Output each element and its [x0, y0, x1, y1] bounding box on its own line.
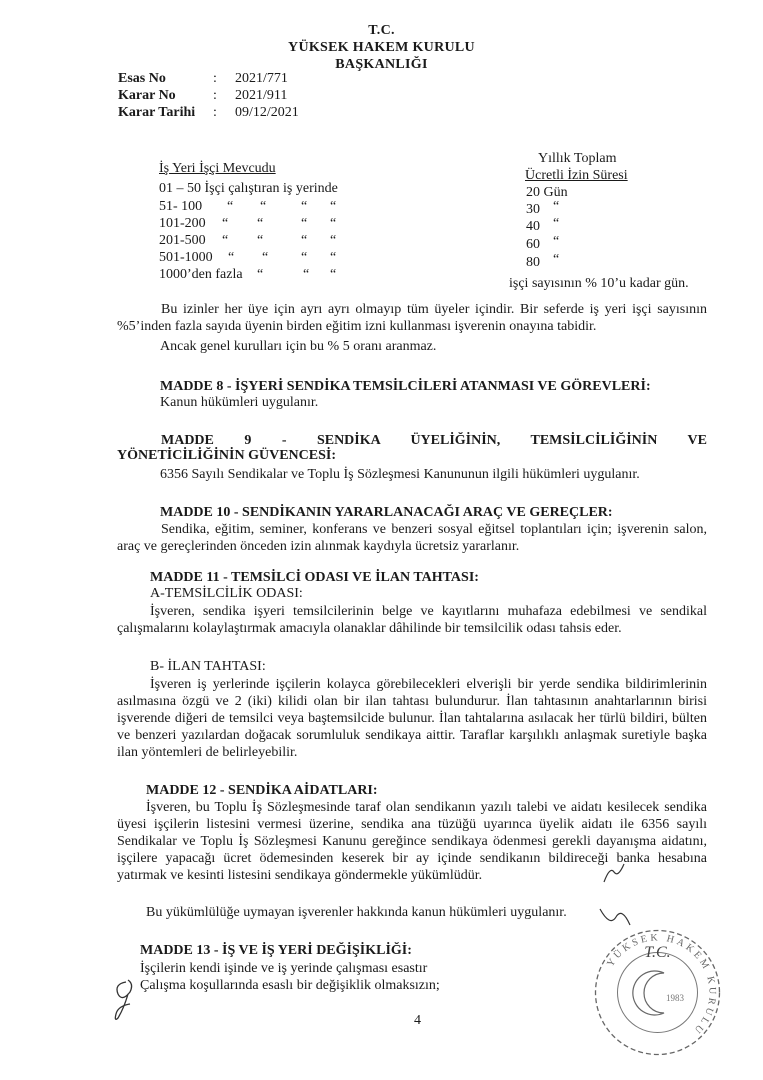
ditto-mark: “	[222, 216, 229, 231]
crescent-icon	[633, 971, 664, 1015]
madde-8-text: Kanun hükümleri uygulanır.	[160, 395, 319, 410]
ditto-mark: “	[228, 250, 235, 265]
madde-10-text: Sendika, eğitim, seminer, konferans ve benzeri sosyal eğitsel toplantıları için; işverenin salon, araç ve gereçlerinden önceden izin alınmak kaydıyla ücretsiz yararlanır.	[117, 522, 707, 554]
table-range: 501-1000	[159, 250, 213, 265]
colon: :	[213, 105, 217, 120]
table-range: 51- 100	[159, 199, 203, 214]
ditto-mark: “	[330, 250, 337, 265]
stamp-year: 1983	[666, 993, 684, 1003]
page-number: 4	[414, 1013, 421, 1028]
ditto-mark: “	[257, 216, 264, 231]
official-stamp	[590, 925, 725, 1060]
ditto-mark: “	[227, 199, 234, 214]
table-days: 40	[526, 219, 540, 234]
signature-initial	[108, 976, 140, 1024]
ditto-mark: “	[330, 267, 337, 282]
ditto-mark: “	[330, 216, 337, 231]
madde-12-text-2: Bu yükümlülüğe uymayan işverenler hakkında kanun hükümleri uygulanır.	[146, 905, 567, 920]
ditto-mark: “	[553, 216, 560, 231]
table-left-header: İş Yeri İşçi Mevcudu	[159, 161, 276, 176]
table-days: 30	[526, 202, 540, 217]
madde-13-line-2: Çalışma koşullarında esaslı bir değişiklik olmaksızın;	[140, 978, 440, 993]
header-presidency: BAŞKANLIĞI	[335, 57, 428, 72]
madde-11-text-b: İşveren iş yerlerinde işçilerin kolayca görebilecekleri elverişli bir yerde sendika bildirimlerinin asılmasına özgü ve 2 (iki) kilidi olan bir ilan tahtası bulundurur. İlan tahtasının anahtarlarının birisi işverende diğeri de temsilci veya baştemsilcide bulunur. İlan tahtalarına asılacak her türlü bildiri, bülten ve benzeri yazılardan doğacak sorumluluk sendikaya aittir. Taraflar karşılıklı anlaşmak suretiyle başka ilan yöntemleri de belirleyebilir.	[117, 677, 707, 760]
madde-9-text: 6356 Sayılı Sendikalar ve Toplu İş Sözleşmesi Kanununun ilgili hükümleri uygulanır.	[160, 467, 640, 482]
madde-12-text-1: İşveren, bu Toplu İş Sözleşmesinde taraf olan sendikanın yazılı talebi ve aidatı kesilecek sendika üyesi işçilerin listesini vermesi üzerine, sendika ana tüzüğü uyarınca üyelik aidatı ile 6356 sayılı Sendikalar ve Toplu İş Sözleşmesi Kanunu gereğince sendikaya ödenmesi gerekli dayanışma aidatını, işçilere yapacağı ücret ödemesinden keserek bir ay içinde sendikanın bildireceği banka hesabına yatırmak ve kesinti listesini sendikaya göndermekle yükümlüdür.	[117, 800, 707, 883]
stamp-top-text: T.C.	[644, 944, 671, 961]
ditto-mark: “	[553, 252, 560, 267]
ditto-mark: “	[301, 216, 308, 231]
madde-11-sub-a: A-TEMSİLCİLİK ODASI:	[150, 586, 303, 601]
karar-value: 2021/911	[235, 88, 288, 103]
ditto-mark: “	[257, 233, 264, 248]
madde-9-title-cont: YÖNETİCİLİĞİNİN GÜVENCESİ:	[117, 448, 336, 463]
table-range: 101-200	[159, 216, 206, 231]
table-days: 60	[526, 237, 540, 252]
colon: :	[213, 88, 217, 103]
table-range: 1000’den fazla	[159, 267, 243, 282]
colon: :	[213, 71, 217, 86]
ditto-mark: “	[553, 234, 560, 249]
ditto-mark: “	[301, 250, 308, 265]
esas-value: 2021/771	[235, 71, 288, 86]
header-institution: YÜKSEK HAKEM KURULU	[288, 40, 475, 55]
ditto-mark: “	[222, 233, 229, 248]
table-days: 20 Gün	[526, 185, 568, 200]
table-right-header-2: Ücretli İzin Süresi	[525, 168, 628, 183]
ditto-mark: “	[303, 267, 310, 282]
paragraph-izinler: Bu izinler her üye için ayrı ayrı olmayıp tüm üyeler içindir. Bir seferde iş yeri işçi sayısının %5’inden fazla sayıda üyenin birden eğitim izni kullanması işverenin onayına tabidir.	[117, 302, 707, 334]
ditto-mark: “	[330, 199, 337, 214]
table-range: 01 – 50 İşçi çalıştıran iş yerinde	[159, 181, 338, 196]
madde-12-title: MADDE 12 - SENDİKA AİDATLARI:	[146, 783, 378, 798]
stamp-ring-text: YÜKSEK HAKEM KURULU	[605, 932, 718, 1038]
ditto-mark: “	[330, 233, 337, 248]
madde-11-sub-b: B- İLAN TAHTASI:	[150, 659, 266, 674]
esas-label: Esas No	[118, 71, 166, 86]
karar-label: Karar No	[118, 88, 176, 103]
tarih-value: 09/12/2021	[235, 105, 299, 120]
madde-9-title: MADDE 9 - SENDİKA ÜYELİĞİNİN, TEMSİLCİLİĞİNİN VE	[161, 433, 707, 448]
table-days: 80	[526, 255, 540, 270]
madde-13-line-1: İşçilerin kendi işinde ve iş yerinde çalışması esastır	[140, 961, 428, 976]
table-right-header-1: Yıllık Toplam	[538, 151, 617, 166]
madde-13-title: MADDE 13 - İŞ VE İŞ YERİ DEĞİŞİKLİĞİ:	[140, 943, 412, 958]
table-days: işçi sayısının % 10’u kadar gün.	[509, 276, 689, 291]
tarih-label: Karar Tarihi	[118, 105, 196, 120]
header-tc: T.C.	[368, 23, 395, 38]
ditto-mark: “	[301, 233, 308, 248]
paragraph-genel-kurul: Ancak genel kurulları için bu % 5 oranı aranmaz.	[160, 339, 437, 354]
handwritten-mark	[600, 860, 628, 888]
ditto-mark: “	[260, 199, 267, 214]
madde-8-title: MADDE 8 - İŞYERİ SENDİKA TEMSİLCİLERİ ATANMASI VE GÖREVLERİ:	[160, 379, 651, 394]
ditto-mark: “	[262, 250, 269, 265]
ditto-mark: “	[257, 267, 264, 282]
madde-11-text-a: İşveren, sendika işyeri temsilcilerinin belge ve kayıtlarını muhafaza edebilmesi ve sendikal çalışmalarını kolaylaştırmak amacıyla olanaklar dâhilinde bir temsilcilik odası tahsis eder.	[117, 604, 707, 636]
ditto-mark: “	[301, 199, 308, 214]
table-range: 201-500	[159, 233, 206, 248]
ditto-mark: “	[553, 199, 560, 214]
madde-10-title: MADDE 10 - SENDİKANIN YARARLANACAĞI ARAÇ VE GEREÇLER:	[160, 505, 613, 520]
madde-11-title: MADDE 11 - TEMSİLCİ ODASI VE İLAN TAHTASI:	[150, 570, 479, 585]
